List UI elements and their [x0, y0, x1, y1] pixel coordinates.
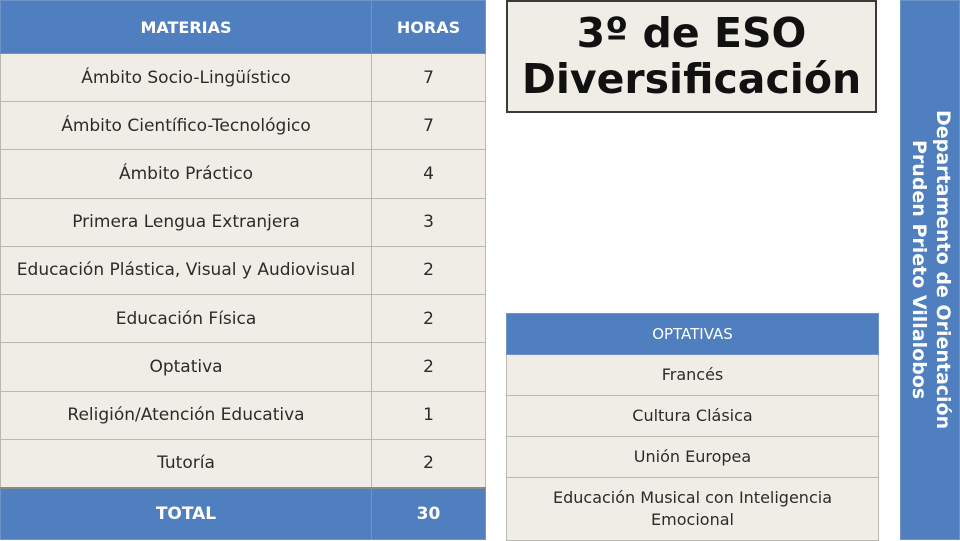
subject-hours: 2: [372, 343, 486, 391]
subject-hours: 4: [372, 150, 486, 198]
subject-hours: 2: [372, 295, 486, 343]
table-row: [1, 343, 486, 391]
table-row: [1, 150, 486, 198]
table-row: [1, 246, 486, 294]
list-item: [507, 355, 879, 396]
subject-hours: 1: [372, 391, 486, 439]
table-row: [1, 102, 486, 150]
subjects-header-hours: HORAS: [372, 1, 486, 54]
table-row: [1, 439, 486, 488]
subject-name: Ámbito Práctico: [1, 150, 372, 198]
elective-name: Cultura Clásica: [507, 396, 879, 437]
elective-name: Francés: [507, 355, 879, 396]
table-row: [1, 391, 486, 439]
subject-hours: 3: [372, 198, 486, 246]
subject-hours: 7: [372, 102, 486, 150]
total-label: TOTAL: [1, 488, 372, 540]
department-banner: [900, 0, 960, 540]
department-banner-text: [906, 110, 954, 429]
electives-header: OPTATIVAS: [507, 314, 879, 355]
subject-name: Primera Lengua Extranjera: [1, 198, 372, 246]
table-row: [1, 198, 486, 246]
table-row: [1, 54, 486, 102]
author-name: Pruden Prieto Villalobos: [908, 140, 930, 400]
department-name: Departamento de Orientación: [931, 110, 954, 430]
subject-hours: 2: [372, 246, 486, 294]
title-program: Diversificación: [521, 54, 862, 103]
subject-name: Educación Física: [1, 295, 372, 343]
subject-name: Religión/Atención Educativa: [1, 391, 372, 439]
subjects-header-row: [1, 1, 486, 54]
list-item: [507, 478, 879, 541]
list-item: [507, 437, 879, 478]
list-item: [507, 396, 879, 437]
subject-hours: 7: [372, 54, 486, 102]
subject-name: Educación Plástica, Visual y Audiovisual: [1, 246, 372, 294]
subject-name: Optativa: [1, 343, 372, 391]
subjects-header-subject: MATERIAS: [1, 1, 372, 54]
total-hours: 30: [372, 488, 486, 540]
subject-hours: 2: [372, 439, 486, 488]
subject-name: Ámbito Socio-Lingüístico: [1, 54, 372, 102]
subject-name: Tutoría: [1, 439, 372, 488]
total-row: [1, 488, 486, 540]
elective-name: Unión Europea: [507, 437, 879, 478]
subject-name: Ámbito Científico-Tecnológico: [1, 102, 372, 150]
electives-header-row: [507, 314, 879, 355]
page-title: [506, 0, 877, 113]
elective-name: Educación Musical con Inteligencia Emocional: [507, 478, 879, 541]
electives-table: [506, 313, 879, 541]
title-course: 3º de ESO: [576, 8, 807, 57]
table-row: [1, 295, 486, 343]
